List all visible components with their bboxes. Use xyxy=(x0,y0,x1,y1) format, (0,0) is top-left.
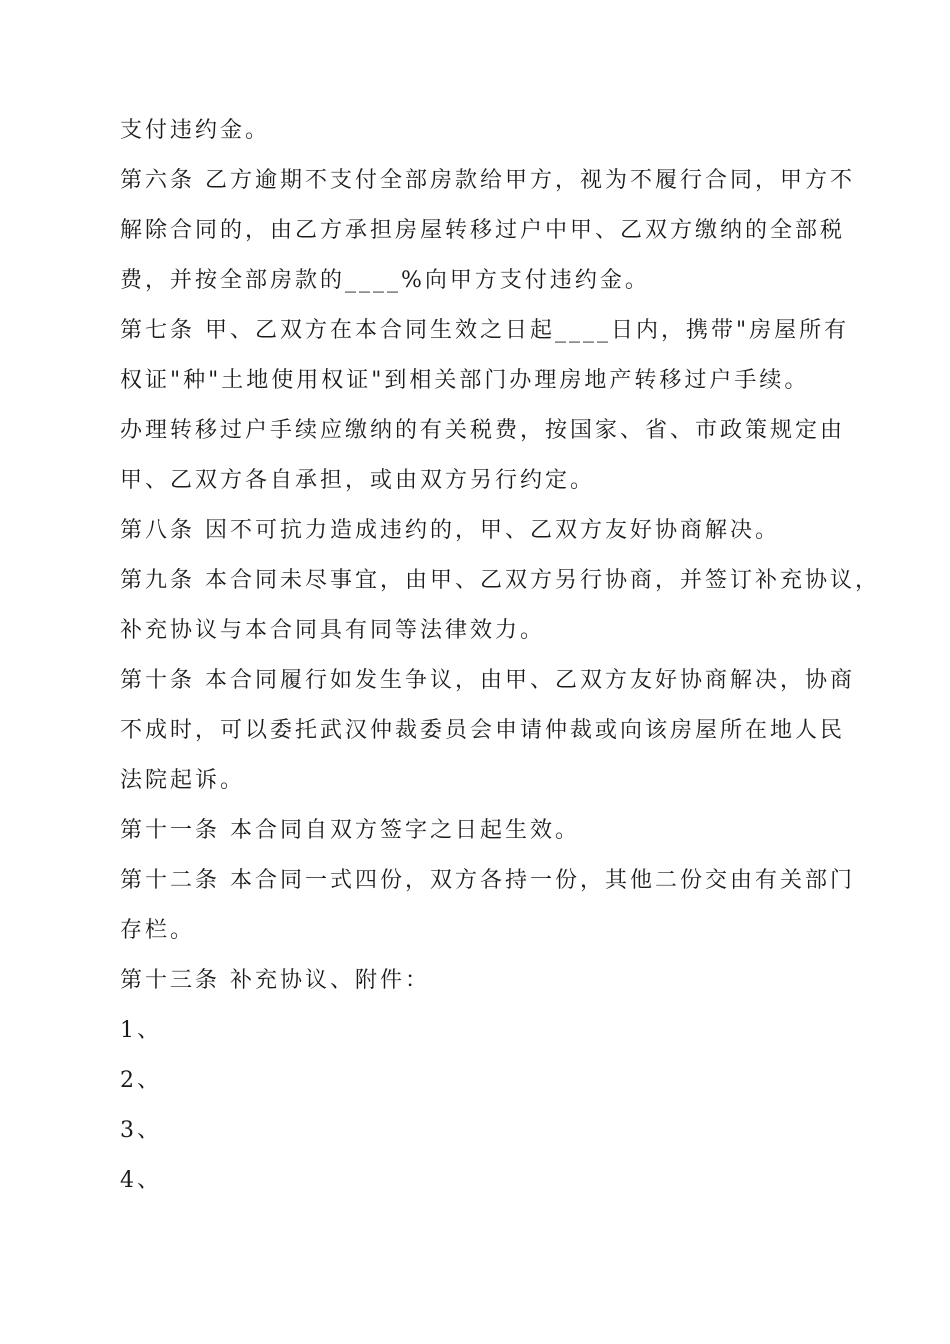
list-item: 3、 xyxy=(120,1118,162,1143)
text-line: 办理转移过户手续应缴纳的有关税费，按国家、省、市政策规定由 xyxy=(120,418,846,443)
list-item: 2、 xyxy=(120,1068,162,1093)
text-line: 权证"种"土地使用权证"到相关部门办理房地产转移过户手续。 xyxy=(120,368,810,393)
list-item: 1、 xyxy=(120,1018,162,1043)
text-line: 第九条 本合同未尽事宜，由甲、乙双方另行协商，并签订补充协议， xyxy=(120,568,880,593)
text-line: 第十一条 本合同自双方签字之日起生效。 xyxy=(120,818,580,843)
text-line: 第十三条 补充协议、附件： xyxy=(120,968,430,993)
text-line: 费，并按全部房款的____%向甲方支付违约金。 xyxy=(120,268,650,293)
text-line: 支付违约金。 xyxy=(120,118,271,143)
text-line: 甲、乙双方各自承担，或由双方另行约定。 xyxy=(120,468,596,493)
text-line: 第十二条 本合同一式四份，双方各持一份，其他二份交由有关部门 xyxy=(120,868,855,893)
text-line: 第十条 本合同履行如发生争议，由甲、乙双方友好协商解决，协商 xyxy=(120,668,855,693)
text-line: 不成时，可以委托武汉仲裁委员会申请仲裁或向该房屋所在地人民 xyxy=(120,718,846,743)
list-item: 4、 xyxy=(120,1168,162,1193)
contract-body xyxy=(120,106,880,1206)
text-line: 补充协议与本合同具有同等法律效力。 xyxy=(120,618,546,643)
text-line: 第七条 甲、乙双方在本合同生效之日起____日内，携带"房屋所有 xyxy=(120,318,850,343)
text-line: 存栏。 xyxy=(120,918,196,943)
text-line: 法院起诉。 xyxy=(120,768,246,793)
text-line: 第六条 乙方逾期不支付全部房款给甲方，视为不履行合同，甲方不 xyxy=(120,168,855,193)
text-line: 第八条 因不可抗力造成违约的，甲、乙双方友好协商解决。 xyxy=(120,518,780,543)
text-line: 解除合同的，由乙方承担房屋转移过户中甲、乙双方缴纳的全部税 xyxy=(120,218,846,243)
